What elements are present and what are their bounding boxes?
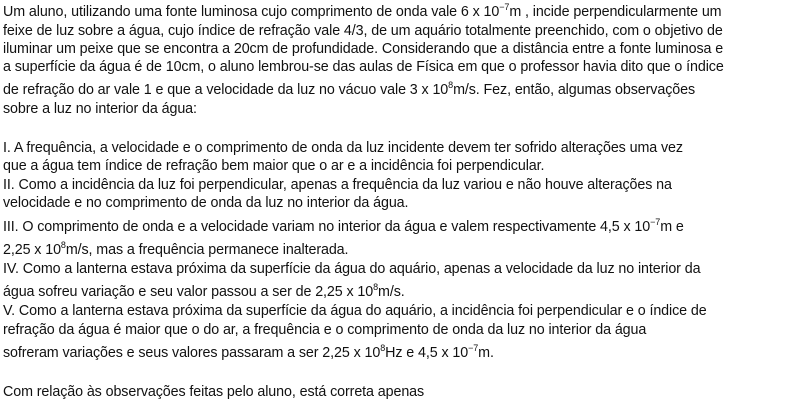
item-3-line-2 [3,242,348,258]
text: Um aluno, utilizando uma fonte luminosa cujo comprimento de onda vale 6 x 10 [3,4,500,20]
exponent: −7 [650,217,661,227]
item-3-line-1 [3,219,684,235]
item-5-line-3 [3,345,494,361]
text: 2,25 x 10 [3,242,61,258]
text: água sofreu variação e seu valor passou a ser de 2,25 x 10 [3,284,374,300]
exponent: −7 [468,343,479,353]
item-1-line-1: I. A frequência, a velocidade e o comprimento de onda da luz incidente devem ter sofrido alterações uma vez [3,140,683,156]
text: m , incide perpendicularmente um [509,4,722,20]
exponent: 8 [60,240,66,250]
text: m e [660,219,684,235]
intro-line-6: sobre a luz no interior da água: [3,101,197,117]
text: m. [478,345,494,361]
exponent: 8 [380,343,386,353]
text: III. O comprimento de onda e a velocidade variam no interior da água e valem respectivamente 4,5 x 10 [3,219,651,235]
item-1-line-2: que a água tem índice de refração bem maior que o ar e a incidência foi perpendicular. [3,158,545,174]
intro-line-1 [3,4,721,20]
item-4-line-1: IV. Como a lanterna estava próxima da superfície da água do aquário, apenas a velocidade da luz no interior da [3,261,701,277]
text: de refração do ar vale 1 e que a velocidade da luz no vácuo vale 3 x 10 [3,82,449,98]
text: m/s. [378,284,405,300]
text: m/s, mas a frequência permanece inalterada. [65,242,349,258]
closing-line: Com relação às observações feitas pelo aluno, está correta apenas [3,384,425,400]
exponent: 8 [448,80,454,90]
intro-line-3: iluminar um peixe que se encontra a 20cm de profundidade. Considerando que a distância entre a fonte luminosa e [3,41,724,57]
text: m/s. Fez, então, algumas observações [453,82,696,98]
intro-line-5 [3,82,695,98]
text: sofreram variações e seus valores passaram a ser 2,25 x 10 [3,345,381,361]
intro-line-4: a superfície da água é de 10cm, o aluno lembrou-se das aulas de Física em que o professor havia dito que o índice [3,59,724,75]
text: Hz e 4,5 x 10 [385,345,469,361]
exponent: 8 [373,282,379,292]
exponent: −7 [499,2,510,12]
item-2-line-2: velocidade e no comprimento de onda da luz no interior da água. [3,195,409,211]
intro-line-2: feixe de luz sobre a água, cujo índice de refração vale 4/3, de um aquário totalmente preenchido, com o objetivo de [3,23,723,39]
item-4-line-2 [3,284,405,300]
item-5-line-1: V. Como a lanterna estava próxima da superfície da água do aquário, a incidência foi perpendicular e o índice de [3,303,707,319]
item-2-line-1: II. Como a incidência da luz foi perpendicular, apenas a frequência da luz variou e não houve alterações na [3,177,672,193]
item-5-line-2: refração da água é maior que o do ar, a frequência e o comprimento de onda da luz no interior da água [3,322,647,338]
